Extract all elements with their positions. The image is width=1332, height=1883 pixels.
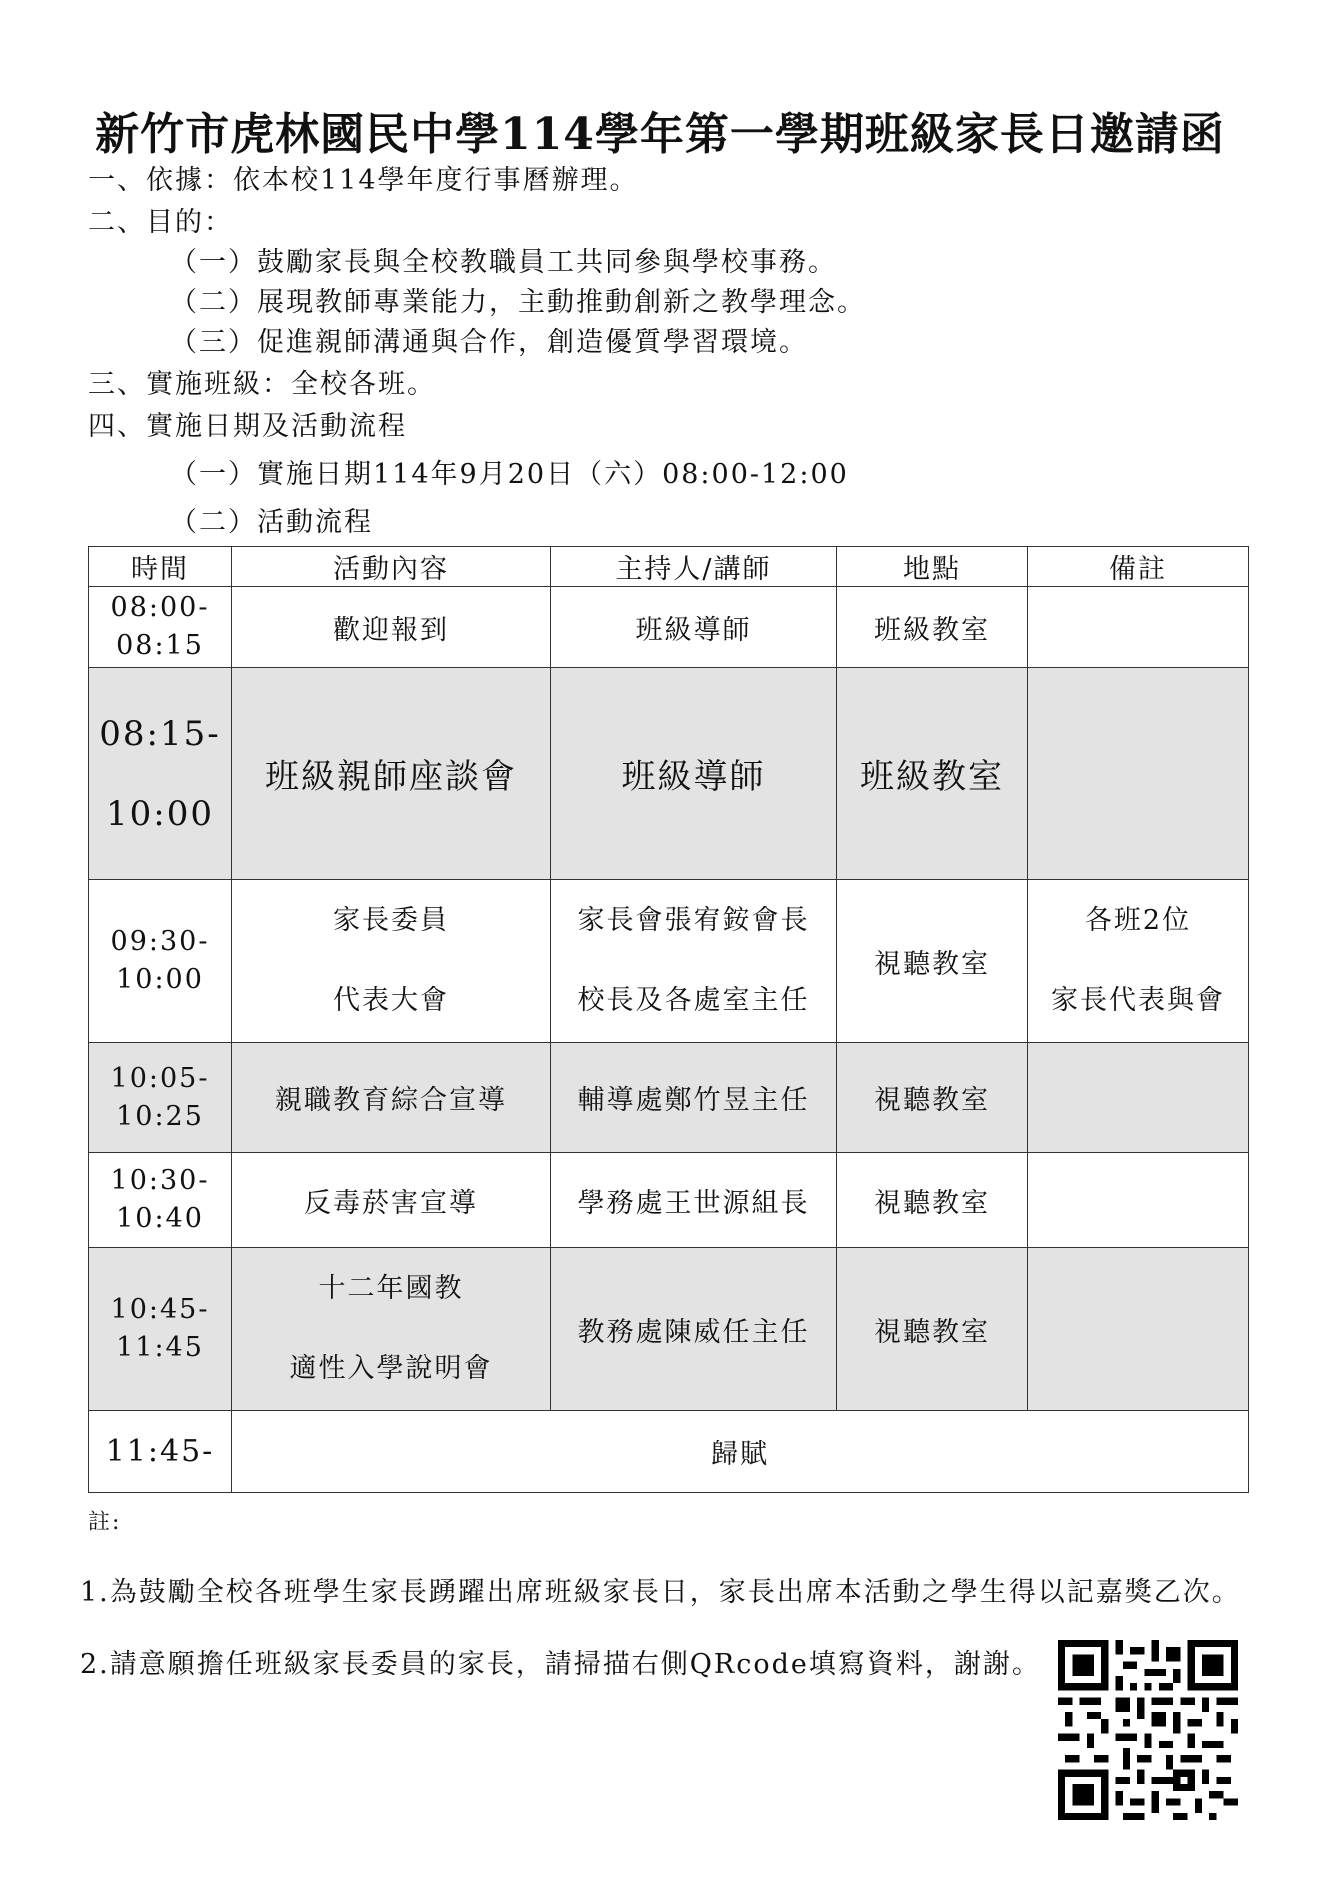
place-cell: 視聽教室 xyxy=(837,1043,1028,1153)
time-cell xyxy=(89,587,232,668)
time-end: 10:25 xyxy=(116,1100,204,1132)
host-cell xyxy=(551,880,837,1043)
closing-cell: 歸賦 xyxy=(232,1411,1249,1493)
note-line: 各班2位 xyxy=(1084,905,1192,936)
schedule-heading: 四、實施日期及活動流程 xyxy=(88,411,407,442)
host-cell: 學務處王世源組長 xyxy=(551,1153,837,1248)
table-row xyxy=(89,880,1249,1043)
header-note: 備註 xyxy=(1028,547,1249,587)
header-activity: 活動內容 xyxy=(232,547,551,587)
note-cell xyxy=(1028,587,1249,668)
activity-cell: 親職教育綜合宣導 xyxy=(232,1043,551,1153)
notes-heading: 註: xyxy=(88,1510,122,1535)
activity-cell xyxy=(232,1248,551,1411)
place-cell: 視聽教室 xyxy=(837,880,1028,1043)
purpose-item: （二）展現教師專業能力，主動推動創新之教學理念。 xyxy=(170,287,866,318)
note-item: 2.請意願擔任班級家長委員的家長，請掃描右側QRcode填寫資料，謝謝。 xyxy=(80,1649,1041,1680)
time-cell xyxy=(89,668,232,880)
header-time: 時間 xyxy=(89,547,232,587)
place-cell: 視聽教室 xyxy=(837,1248,1028,1411)
host-line: 校長及各處室主任 xyxy=(577,985,810,1016)
purpose-heading: 二、目的： xyxy=(88,207,233,238)
table-header-row xyxy=(89,547,1249,587)
time-cell xyxy=(89,1153,232,1248)
header-place: 地點 xyxy=(837,547,1028,587)
note-line: 家長代表與會 xyxy=(1051,985,1225,1016)
time-start: 10:45- xyxy=(110,1294,210,1325)
activity-cell xyxy=(232,880,551,1043)
host-cell: 輔導處鄭竹昱主任 xyxy=(551,1043,837,1153)
note-cell xyxy=(1028,1248,1249,1411)
host-cell: 班級導師 xyxy=(551,668,837,880)
time-start: 10:05- xyxy=(110,1062,210,1094)
schedule-table xyxy=(88,546,1249,1493)
purpose-item: （三）促進親師溝通與合作，創造優質學習環境。 xyxy=(170,327,808,358)
host-cell: 教務處陳威任主任 xyxy=(551,1248,837,1411)
table-row xyxy=(89,668,1249,880)
qr-code-icon[interactable] xyxy=(1058,1640,1238,1820)
table-row xyxy=(89,1411,1249,1493)
time-end: 10:40 xyxy=(116,1203,204,1234)
header-host: 主持人/講師 xyxy=(551,547,837,587)
table-row xyxy=(89,587,1249,668)
note-cell xyxy=(1028,1043,1249,1153)
date-line: （一）實施日期114年9月20日（六）08:00-12:00 xyxy=(170,459,849,490)
activity-cell: 班級親師座談會 xyxy=(232,668,551,880)
table-row xyxy=(89,1043,1249,1153)
activity-line: 適性入學說明會 xyxy=(289,1353,493,1384)
time-cell xyxy=(89,880,232,1043)
note-cell xyxy=(1028,668,1249,880)
time-end: 11:45 xyxy=(116,1332,204,1363)
host-cell: 班級導師 xyxy=(551,587,837,668)
time-start: 08:00- xyxy=(110,592,210,623)
basis-line: 一、依據：依本校114學年度行事曆辦理。 xyxy=(88,165,639,196)
activity-line: 代表大會 xyxy=(333,985,449,1016)
table-row xyxy=(89,1153,1249,1248)
table-row xyxy=(89,1248,1249,1411)
time-start: 09:30- xyxy=(110,926,210,957)
time-end: 08:15 xyxy=(116,630,204,661)
time-cell xyxy=(89,1043,232,1153)
classes-line: 三、實施班級：全校各班。 xyxy=(88,369,436,400)
time-cell: 11:45- xyxy=(89,1411,232,1493)
host-line: 家長會張宥銨會長 xyxy=(577,905,810,936)
page-title: 新竹市虎林國民中學114學年第一學期班級家長日邀請函 xyxy=(95,109,1225,160)
time-end: 10:00 xyxy=(116,964,204,995)
time-start: 10:30- xyxy=(110,1165,210,1196)
activity-cell: 反毒菸害宣導 xyxy=(232,1153,551,1248)
purpose-item: （一）鼓勵家長與全校教職員工共同參與學校事務。 xyxy=(170,247,837,278)
activity-cell: 歡迎報到 xyxy=(232,587,551,668)
time-end: 10:00 xyxy=(106,793,214,834)
place-cell: 視聽教室 xyxy=(837,1153,1028,1248)
activity-line: 家長委員 xyxy=(333,905,449,936)
flow-heading: （二）活動流程 xyxy=(170,507,373,538)
activity-line: 十二年國教 xyxy=(318,1273,464,1304)
note-cell xyxy=(1028,1153,1249,1248)
place-cell: 班級教室 xyxy=(837,587,1028,668)
note-item: 1.為鼓勵全校各班學生家長踴躍出席班級家長日，家長出席本活動之學生得以記嘉獎乙次。 xyxy=(80,1577,1241,1608)
time-cell xyxy=(89,1248,232,1411)
place-cell: 班級教室 xyxy=(837,668,1028,880)
note-cell xyxy=(1028,880,1249,1043)
time-start: 08:15- xyxy=(99,713,221,754)
